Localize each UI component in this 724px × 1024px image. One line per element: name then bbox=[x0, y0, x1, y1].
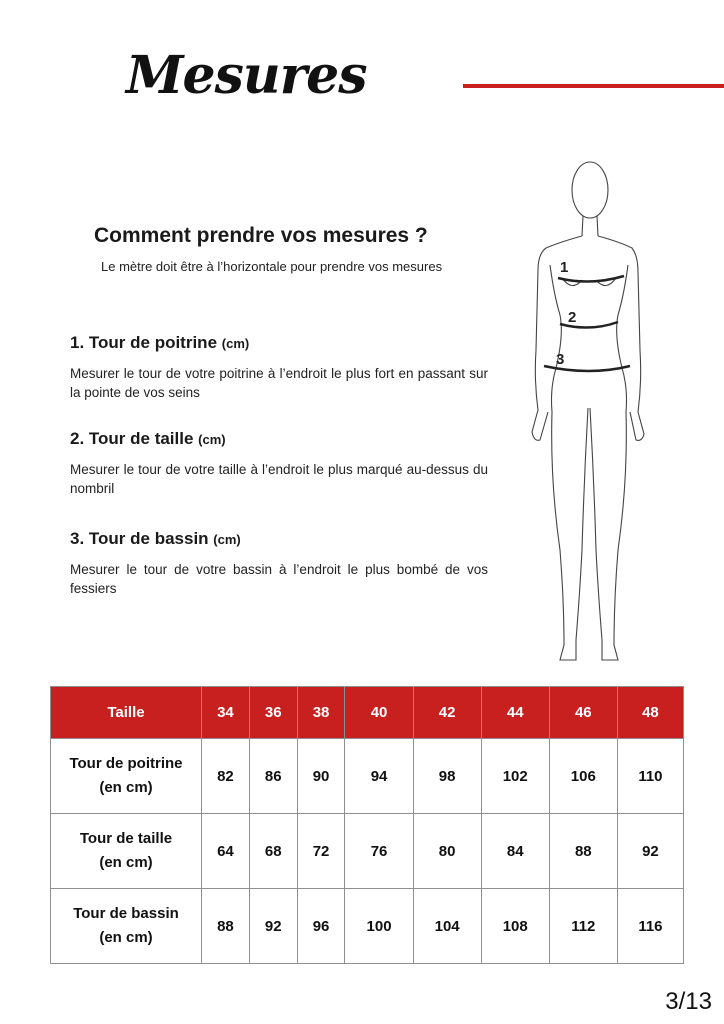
table-row bbox=[51, 889, 684, 964]
section-text-taille: Mesurer le tour de votre taille à l’endroit le plus marqué au-dessus du nombril bbox=[70, 462, 488, 496]
section-unit: (cm) bbox=[221, 336, 250, 351]
size-header: 48 bbox=[617, 687, 683, 739]
table-cell: 68 bbox=[249, 814, 297, 889]
table-cell: 116 bbox=[617, 889, 683, 964]
row-label-line2: (en cm) bbox=[99, 929, 153, 946]
marker-3: 3 bbox=[556, 351, 565, 368]
section-title-text: 2. Tour de taille bbox=[70, 429, 194, 448]
page-title: Mesures bbox=[126, 45, 367, 106]
table-cell: 84 bbox=[481, 814, 549, 889]
size-header: 34 bbox=[202, 687, 250, 739]
section-title-text: 3. Tour de bassin bbox=[70, 529, 209, 548]
table-cell: 108 bbox=[481, 889, 549, 964]
section-title-poitrine bbox=[70, 333, 249, 353]
table-cell: 82 bbox=[202, 739, 250, 814]
body-silhouette-figure bbox=[520, 150, 680, 670]
row-label-line2: (en cm) bbox=[99, 854, 153, 871]
row-label bbox=[51, 814, 202, 889]
table-cell: 106 bbox=[549, 739, 617, 814]
table-header-row bbox=[51, 687, 684, 739]
size-header: 38 bbox=[297, 687, 345, 739]
row-label-line1: Tour de taille bbox=[79, 830, 173, 847]
size-header: 44 bbox=[481, 687, 549, 739]
size-header: 46 bbox=[549, 687, 617, 739]
section-text-poitrine: Mesurer le tour de votre poitrine à l’endroit le plus fort en passant sur la pointe de vos seins bbox=[70, 366, 488, 400]
page-number: 3/13 bbox=[665, 988, 712, 1015]
table-cell: 86 bbox=[249, 739, 297, 814]
size-header: 40 bbox=[345, 687, 413, 739]
table-cell: 88 bbox=[202, 889, 250, 964]
table-cell: 94 bbox=[345, 739, 413, 814]
table-cell: 100 bbox=[345, 889, 413, 964]
table-row bbox=[51, 739, 684, 814]
table-cell: 110 bbox=[617, 739, 683, 814]
row-label bbox=[51, 739, 202, 814]
section-unit: (cm) bbox=[213, 532, 241, 547]
table-cell: 90 bbox=[297, 739, 345, 814]
table-cell: 64 bbox=[202, 814, 250, 889]
intro-subtitle: Le mètre doit être à l’horizontale pour prendre vos mesures bbox=[101, 259, 443, 274]
intro-heading: Comment prendre vos mesures ? bbox=[94, 224, 428, 247]
row-label-line1: Tour de poitrine bbox=[69, 755, 183, 772]
section-unit: (cm) bbox=[198, 432, 226, 447]
size-header: 36 bbox=[249, 687, 297, 739]
size-header: 42 bbox=[413, 687, 481, 739]
title-rule bbox=[463, 84, 724, 88]
section-title-text: 1. Tour de poitrine bbox=[70, 333, 218, 352]
row-label-line1: Tour de bassin bbox=[73, 905, 179, 922]
section-text-bassin: Mesurer le tour de votre bassin à l’endroit le plus bombé de vos fessiers bbox=[70, 562, 488, 596]
row-label-line2: (en cm) bbox=[99, 779, 153, 796]
section-title-bassin bbox=[70, 529, 241, 549]
table-cell: 102 bbox=[481, 739, 549, 814]
marker-1: 1 bbox=[560, 259, 569, 276]
section-title-taille bbox=[70, 429, 226, 449]
table-cell: 112 bbox=[549, 889, 617, 964]
table-cell: 104 bbox=[413, 889, 481, 964]
marker-2: 2 bbox=[568, 309, 577, 326]
table-row bbox=[51, 814, 684, 889]
table-cell: 98 bbox=[413, 739, 481, 814]
size-table bbox=[50, 686, 684, 964]
table-cell: 76 bbox=[345, 814, 413, 889]
table-cell: 92 bbox=[249, 889, 297, 964]
row-label bbox=[51, 889, 202, 964]
header-label: Taille bbox=[51, 687, 202, 739]
table-cell: 80 bbox=[413, 814, 481, 889]
table-cell: 92 bbox=[617, 814, 683, 889]
table-cell: 72 bbox=[297, 814, 345, 889]
table-cell: 96 bbox=[297, 889, 345, 964]
table-cell: 88 bbox=[549, 814, 617, 889]
